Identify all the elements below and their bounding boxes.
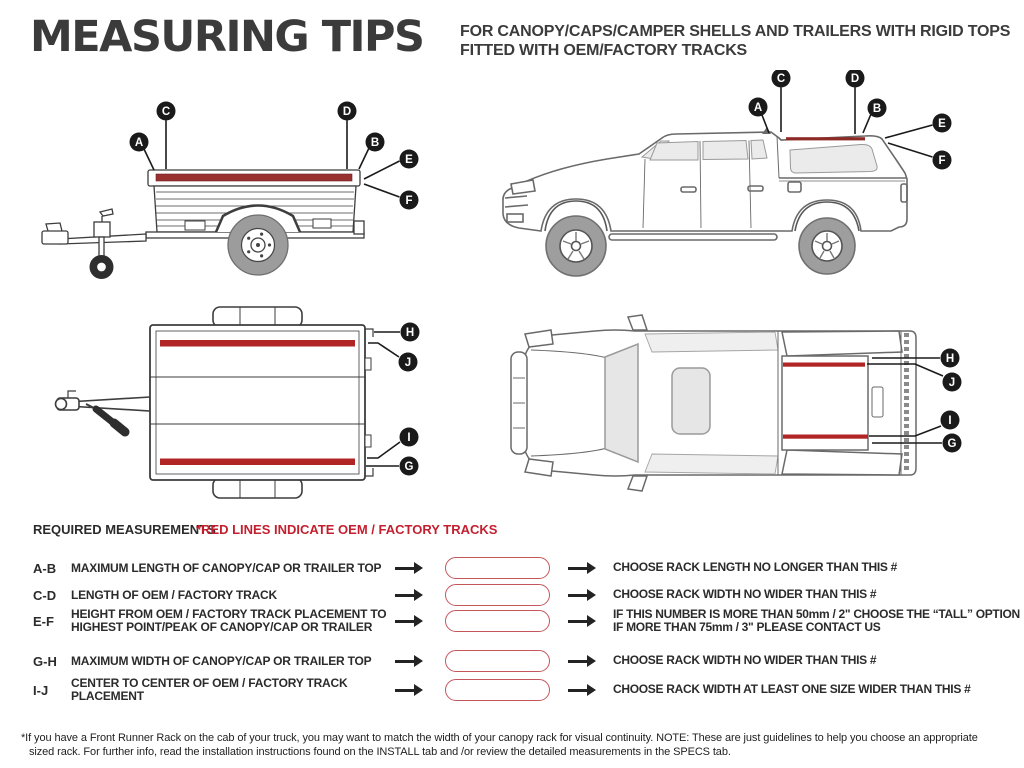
callout-c: C xyxy=(776,73,786,85)
callout-e: E xyxy=(405,154,413,166)
row-instruction: CHOOSE RACK WIDTH NO WIDER THAN THIS # xyxy=(613,653,877,668)
footnote-line2: sized rack. For further info, read the installation instructions found on the INSTALL tab and /or review the detailed measurements in the SPECS tab. xyxy=(29,745,731,758)
callout-h: H xyxy=(945,353,955,365)
truck-top-art xyxy=(511,315,916,491)
row-instruction: CHOOSE RACK LENGTH NO LONGER THAN THIS # xyxy=(613,560,898,575)
measurement-value-field[interactable] xyxy=(445,557,550,579)
callout-j: J xyxy=(948,377,956,389)
oem-track-red-line-bottom xyxy=(160,459,355,466)
trailer-top-view-diagram xyxy=(30,305,425,500)
footnote-line1: *If you have a Front Runner Rack on the cab of your truck, you may want to match the width of your canopy rack for visual continuity. NOTE: These are just guidelines to help you choose an appropriate xyxy=(21,732,978,744)
callout-h: H xyxy=(405,327,415,339)
page-title: MEASURING TIPS xyxy=(30,12,424,62)
oem-track-red-line xyxy=(786,137,865,140)
coupler-handle xyxy=(46,223,62,231)
measurement-row-ef xyxy=(33,607,1020,635)
measurement-row-gh xyxy=(33,647,876,675)
row-id: I-J xyxy=(33,682,49,698)
trailer-body-top xyxy=(150,325,365,480)
arrow-right-icon xyxy=(395,589,423,601)
row-id: G-H xyxy=(33,653,57,669)
row-instruction: CHOOSE RACK WIDTH NO WIDER THAN THIS # xyxy=(613,587,877,602)
arrow-right-icon xyxy=(395,655,423,667)
trailer-top-callouts xyxy=(399,323,420,476)
measurement-value-field[interactable] xyxy=(445,650,550,672)
callout-b: B xyxy=(872,103,882,115)
jockey-clamp xyxy=(94,222,110,237)
row-id: E-F xyxy=(33,613,54,629)
callout-b: B xyxy=(370,137,380,149)
trailer-taillight xyxy=(354,221,364,234)
truck-side-view-diagram xyxy=(495,70,1015,295)
callout-i: I xyxy=(948,415,952,427)
callout-c: C xyxy=(161,106,171,118)
callout-d: D xyxy=(850,73,860,85)
trailer-side-view-diagram xyxy=(30,95,430,290)
rear-door-window xyxy=(703,141,748,160)
callout-g: G xyxy=(404,461,414,473)
callout-d: D xyxy=(342,106,352,118)
page-subtitle xyxy=(460,22,1010,60)
row-id: C-D xyxy=(33,587,57,603)
arrow-right-icon xyxy=(568,562,596,574)
trailer-latch-left xyxy=(185,221,205,230)
oem-track-red-line-top xyxy=(160,340,355,347)
front-door-window xyxy=(650,142,698,161)
row-instruction: CHOOSE RACK WIDTH AT LEAST ONE SIZE WIDER THAN THIS # xyxy=(613,682,971,697)
measurement-value-field[interactable] xyxy=(445,610,550,632)
canopy-window xyxy=(790,144,877,173)
fender-top xyxy=(213,307,302,327)
arrow-right-icon xyxy=(568,655,596,667)
callout-i: I xyxy=(407,432,411,444)
windshield-top xyxy=(605,344,638,462)
truck-top-callouts xyxy=(941,349,962,453)
truck-top-view-diagram xyxy=(495,300,1015,500)
callout-f: F xyxy=(405,195,413,207)
row-description: LENGTH OF OEM / FACTORY TRACK xyxy=(71,587,277,602)
side-windows-top xyxy=(645,332,778,352)
canopy-rail-bottom xyxy=(782,450,902,475)
oem-track-red-line xyxy=(156,174,352,181)
arrow-right-icon xyxy=(568,589,596,601)
red-lines-note: *RED LINES INDICATE OEM / FACTORY TRACKS xyxy=(196,522,498,537)
truck-side-art xyxy=(503,127,907,276)
measurement-row-ij xyxy=(33,676,970,704)
jockey-crank xyxy=(100,209,113,216)
row-description: HEIGHT FROM OEM / FACTORY TRACK PLACEMENT TO HIGHEST POINT/PEAK OF CANOPY/CAP OR TRAILER xyxy=(71,607,387,634)
measurement-row-cd xyxy=(33,581,876,609)
measurement-value-field[interactable] xyxy=(445,679,550,701)
subtitle-line2: FITTED WITH OEM/FACTORY TRACKS xyxy=(460,42,748,59)
running-board xyxy=(609,234,777,240)
canopy-rail-top xyxy=(782,331,902,356)
arrow-right-icon xyxy=(395,684,423,696)
arrow-right-icon xyxy=(568,684,596,696)
headlight-bottom xyxy=(525,459,553,476)
measurement-value-field[interactable] xyxy=(445,584,550,606)
row-instruction: IF THIS NUMBER IS MORE THAN 50mm / 2" CHOOSE THE “TALL” OPTION IF MORE THAN 75mm / 3" PLEASE CONTACT US xyxy=(613,606,1020,634)
mirror-top xyxy=(628,315,647,330)
row-description: MAXIMUM WIDTH OF CANOPY/CAP OR TRAILER TOP xyxy=(71,653,372,668)
callout-a: A xyxy=(134,137,144,149)
row-description: MAXIMUM LENGTH OF CANOPY/CAP OR TRAILER TOP xyxy=(71,560,382,575)
arrow-right-icon xyxy=(568,615,596,627)
footnote xyxy=(21,732,978,759)
arrow-right-icon xyxy=(395,615,423,627)
required-measurements-label: REQUIRED MEASUREMENTS xyxy=(33,522,216,537)
trailer-top-art xyxy=(56,307,374,498)
side-windows-bottom xyxy=(645,454,778,474)
trailer-coupler xyxy=(42,231,68,244)
subtitle-line1: FOR CANOPY/CAPS/CAMPER SHELLS AND TRAILERS WITH RIGID TOPS xyxy=(460,23,1011,40)
oem-track-red-line-bottom xyxy=(783,435,868,439)
oem-track-red-line-top xyxy=(783,363,865,367)
headlight-top xyxy=(525,330,553,347)
callout-j: J xyxy=(404,357,412,369)
trailer-side-art xyxy=(42,170,364,279)
arrow-right-icon xyxy=(395,562,423,574)
callout-e: E xyxy=(938,118,946,130)
trailer-latch-right xyxy=(313,219,331,228)
sunroof xyxy=(672,368,710,434)
measurement-row-ab xyxy=(33,554,897,582)
row-id: A-B xyxy=(33,560,57,576)
fender-bottom xyxy=(213,478,302,498)
callout-a: A xyxy=(753,102,763,114)
mirror-bottom xyxy=(628,476,647,491)
callout-f: F xyxy=(938,155,946,167)
callout-g: G xyxy=(947,438,957,450)
row-description: CENTER TO CENTER OF OEM / FACTORY TRACK PLACEMENT xyxy=(71,676,348,703)
headlight xyxy=(511,180,535,194)
